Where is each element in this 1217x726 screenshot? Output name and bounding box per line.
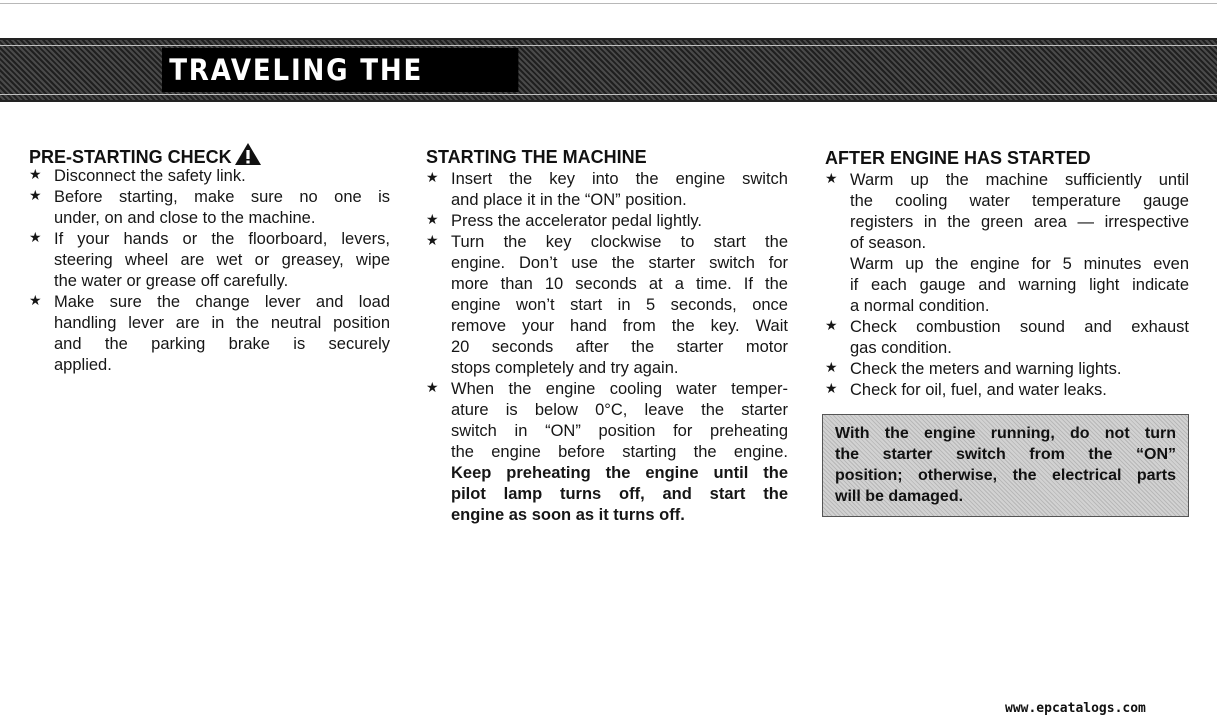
star-icon: ★ [29, 229, 42, 245]
item-text [54, 292, 390, 376]
text-line: Make sure the change lever and load [54, 293, 390, 311]
text-line: If your hands or the floorboard, levers, [54, 230, 390, 248]
section-heading: PRE-STARTING CHECK [29, 142, 390, 166]
list-item [29, 187, 390, 229]
list-item [426, 232, 788, 379]
list-item [426, 169, 788, 211]
text-line: more than 10 seconds at a time. If the [451, 275, 788, 293]
text-line: When the engine cooling water temper- [451, 380, 788, 398]
text-line: switch in “ON” position for preheating [451, 422, 788, 440]
text-line: With the engine running, do not turn [835, 425, 1176, 442]
star-icon: ★ [426, 232, 439, 248]
text-line: Insert the key into the engine switch [451, 170, 788, 188]
text-line: engine. Don’t use the starter switch for [451, 254, 788, 272]
text-line: registers in the green area — irrespective [850, 213, 1189, 231]
pre-starting-check-section [29, 142, 390, 376]
text-line: engine won’t start in 5 seconds, once [451, 296, 788, 314]
top-rule [0, 3, 1217, 4]
star-icon: ★ [426, 379, 439, 395]
star-icon: ★ [825, 317, 838, 333]
starting-machine-section [426, 145, 788, 526]
list-item [29, 292, 390, 376]
text-line: position; otherwise, the electrical parts [835, 467, 1176, 484]
note-paragraph [825, 254, 1189, 317]
text-line: Check the meters and warning lights. [850, 360, 1122, 378]
item-text [850, 170, 1189, 254]
star-icon: ★ [825, 359, 838, 375]
text-line: stops completely and try again. [451, 359, 679, 377]
footer-url: www.epcatalogs.com [1005, 701, 1146, 716]
text-line: the water or grease off carefully. [54, 272, 289, 290]
caution-notice-box [822, 414, 1189, 517]
text-line: remove your hand from the key. Wait [451, 317, 788, 335]
text-line: Warm up the machine sufficiently until [850, 171, 1189, 189]
text-line: the engine before starting the engine. [451, 443, 788, 461]
star-icon: ★ [825, 380, 838, 396]
item-text [54, 166, 390, 187]
checklist [426, 169, 788, 526]
after-engine-started-section [825, 146, 1189, 401]
text-line: and place it in the “ON” position. [451, 191, 687, 209]
text-line: the cooling water temperature gauge [850, 192, 1189, 210]
list-item [426, 379, 788, 526]
text-line: Keep preheating the engine until the [451, 464, 788, 482]
text-line: and the parking brake is securely [54, 335, 390, 353]
text-line: a normal condition. [850, 297, 990, 315]
text-line: will be damaged. [835, 488, 964, 505]
text-line: Disconnect the safety link. [54, 167, 246, 185]
item-text [54, 187, 390, 229]
text-line: handling lever are in the neutral position [54, 314, 390, 332]
item-text [451, 232, 788, 379]
text-line: applied. [54, 356, 112, 374]
text-line: Before starting, make sure no one is [54, 188, 390, 206]
star-icon: ★ [29, 166, 42, 182]
checklist [825, 170, 1189, 401]
text-line: gas condition. [850, 339, 952, 357]
section-heading: STARTING THE MACHINE [426, 147, 647, 167]
list-item [825, 170, 1189, 254]
item-text [850, 317, 1189, 359]
text-line: pilot lamp turns off, and start the [451, 485, 788, 503]
text-line: the starter switch from the “ON” [835, 446, 1176, 463]
page-title: TRAVELING THE MACHINE [162, 48, 518, 92]
item-text [850, 380, 1189, 401]
text-line: 20 seconds after the starter motor [451, 338, 788, 356]
checklist [29, 166, 390, 376]
star-icon: ★ [29, 187, 42, 203]
text-line: ature is below 0°C, leave the starter [451, 401, 788, 419]
text-line: under, on and close to the machine. [54, 209, 316, 227]
text-line: if each gauge and warning light indicate [850, 276, 1189, 294]
list-item [825, 380, 1189, 401]
star-icon: ★ [426, 169, 439, 185]
text-line: Warm up the engine for 5 minutes even [850, 255, 1189, 273]
item-text [451, 379, 788, 526]
text-line: Check combustion sound and exhaust [850, 318, 1189, 336]
list-item-continuation [825, 254, 1189, 317]
star-icon: ★ [426, 211, 439, 227]
text-line: steering wheel are wet or greasey, wipe [54, 251, 390, 269]
item-text [54, 229, 390, 292]
list-item [825, 359, 1189, 380]
text-line: Turn the key clockwise to start the [451, 233, 788, 251]
text-line: of season. [850, 234, 927, 252]
star-icon: ★ [825, 170, 838, 186]
item-text [451, 211, 788, 232]
list-item [825, 317, 1189, 359]
item-text [850, 359, 1189, 380]
star-icon: ★ [29, 292, 42, 308]
text-line: Press the accelerator pedal lightly. [451, 212, 702, 230]
item-text [451, 169, 788, 211]
list-item [426, 211, 788, 232]
text-line: engine as soon as it turns off. [451, 506, 685, 524]
list-item [29, 229, 390, 292]
list-item [29, 166, 390, 187]
section-banner [0, 38, 1217, 131]
section-heading: AFTER ENGINE HAS STARTED [825, 148, 1091, 168]
text-line: Check for oil, fuel, and water leaks. [850, 381, 1107, 399]
